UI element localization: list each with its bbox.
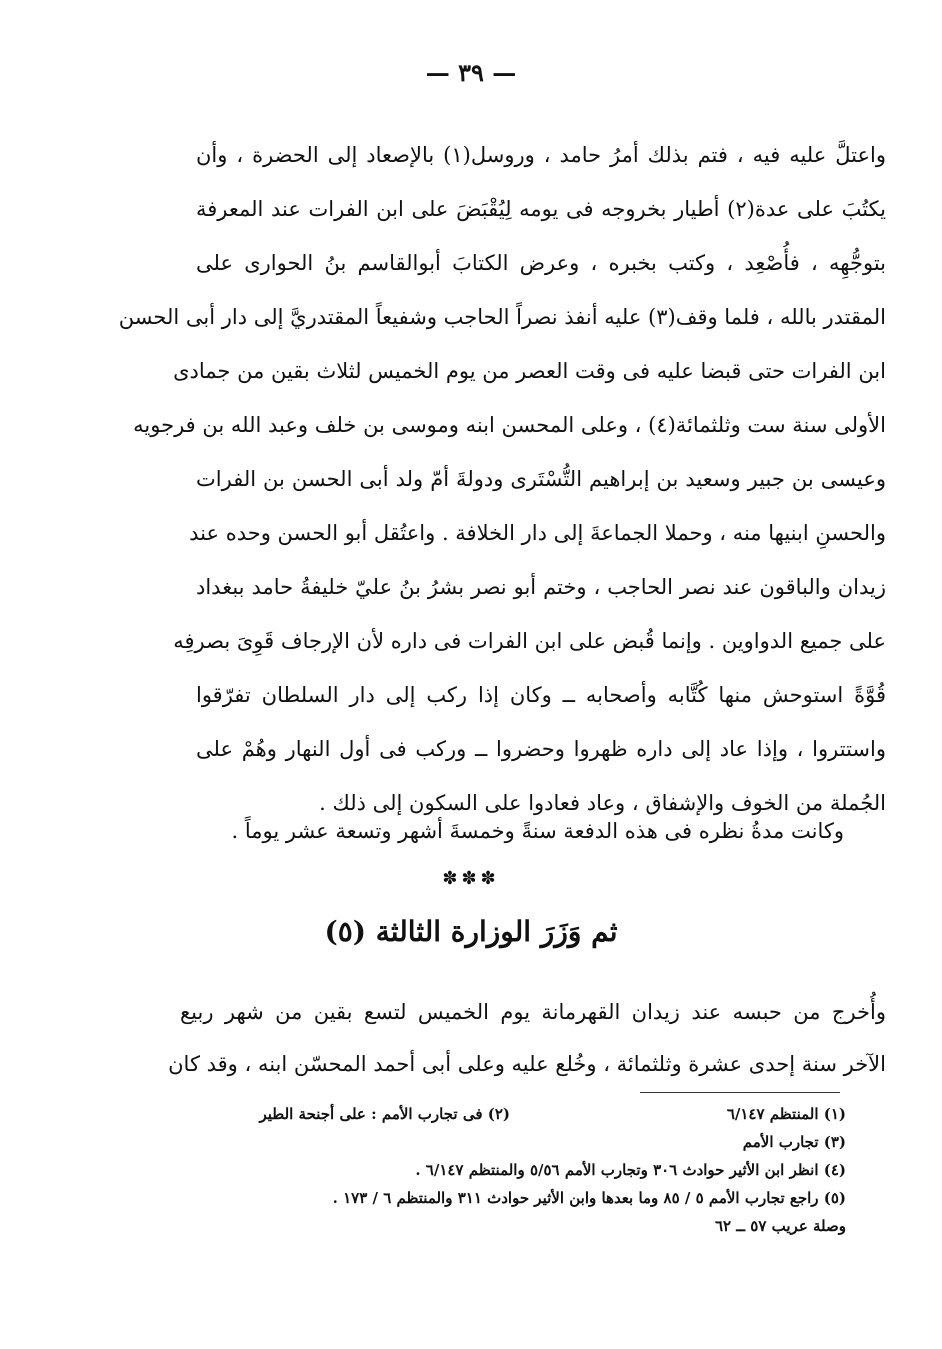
- footnote-1: (١) المنتظم ٦/١٤٧: [726, 1105, 846, 1123]
- text-line: يكتُبَ على عدة(٢) أطيار بخروجه فى يومه لِيُقْبَضَ على ابن الفرات عند المعرفة: [196, 197, 886, 221]
- text-line: واعتلَّ عليه فيه ، فتم بذلك أمرُ حامد ، وروسل(١) بالإصعاد إلى الحضرة ، وأن: [196, 143, 886, 167]
- footnotes: [220, 1100, 846, 1240]
- footnote-rule: [640, 1092, 840, 1093]
- footnote-5: (٥) راجع تجارب الأمم ٥ / ٨٥ وما بعدها وابن الأثير حوادث ٣١١ والمنتظم ٦ / ١٧٣ .: [332, 1189, 846, 1207]
- text-line: المقتدر بالله ، فلما وقف(٣) عليه أنفذ نصراً الحاجب وشفيعاً المقتدريَّ إلى دار أبى الحسن: [118, 305, 886, 329]
- second-paragraph: [168, 986, 886, 1090]
- text-line: وعيسى بن جبير وسعيد بن إبراهيم التُّسْتَرى ودولةَ أمّ ولد أبى الحسن بن الفرات: [196, 467, 886, 491]
- text-line: وأُخرج من حبسه عند زيدان القهرمانة يوم الخميس لتسع بقين من شهر ربيع: [180, 1000, 886, 1024]
- footer-signature: وصلة عريب ٥٧ ــ ٦٢: [714, 1217, 846, 1235]
- text-line: بتوجُّهِه ، فأُصْعِد ، وكتب بخبره ، وعرض الكتابَ أبوالقاسم بنُ الحوارى على: [196, 251, 886, 275]
- closing-line: وكانت مدةُ نظره فى هذه الدفعة سنةً وخمسةَ أشهر وتسعة عشر يوماً .: [231, 819, 844, 843]
- section-title: ثم وَزَرَ الوزارة الثالثة (٥): [324, 915, 618, 948]
- section-separator: ✽✽✽: [442, 868, 500, 889]
- footnote-3: (٣) تجارب الأمم: [742, 1133, 846, 1151]
- text-line: زيدان والباقون عند نصر الحاجب ، وختم أبو نصر بشرُ بنُ عليّ خليفةُ حامد ببغداد: [196, 575, 886, 599]
- text-line: الأولى سنة ست وثلثمائة(٤) ، وعلى المحسن ابنه وموسى بن خلف وعبد الله بن فرجويه: [133, 413, 886, 437]
- text-line: قُوَّةً استوحش منها كُتَّابه وأصحابه ــ وكان إذا ركب إلى دار السلطان تفرّقوا: [196, 683, 886, 707]
- text-line: ابن الفرات حتى قبضا عليه فى وقت العصر من يوم الخميس لثلاث بقين من جمادى: [173, 359, 886, 383]
- footnote-2: (٢) فى تجارب الأمم : على أجنحة الطير: [259, 1105, 510, 1123]
- page-number: — ٣٩ —: [425, 58, 517, 87]
- footnote-row: [220, 1100, 846, 1128]
- text-line: الجُملة من الخوف والإشفاق ، وعاد فعادوا على السكون إلى ذلك .: [319, 791, 886, 815]
- text-line: على جميع الدواوين . وإنما قُبض على ابن الفرات فى داره لأن الإرجاف قَوِىَ بصرفِه: [173, 629, 886, 653]
- footnote-4: (٤) انظر ابن الأثير حوادث ٣٠٦ وتجارب الأمم ٥/٥٦ والمنتظم ٦/١٤٧ .: [415, 1161, 846, 1179]
- text-line: واستتروا ، وإذا عاد إلى داره ظهروا وحضروا ــ وركب فى أول النهار وهُمْ على: [196, 737, 886, 761]
- text-line: والحسنِ ابنيها منه ، وحملا الجماعةَ إلى دار الخلافة . واعتُقل أبو الحسن وحده عند: [189, 521, 886, 545]
- text-line: الآخر سنة إحدى عشرة وثلثمائة ، وخُلع عليه وعلى أبى أحمد المحسّن ابنه ، وقد كان: [168, 1052, 886, 1076]
- main-paragraph: [118, 128, 886, 830]
